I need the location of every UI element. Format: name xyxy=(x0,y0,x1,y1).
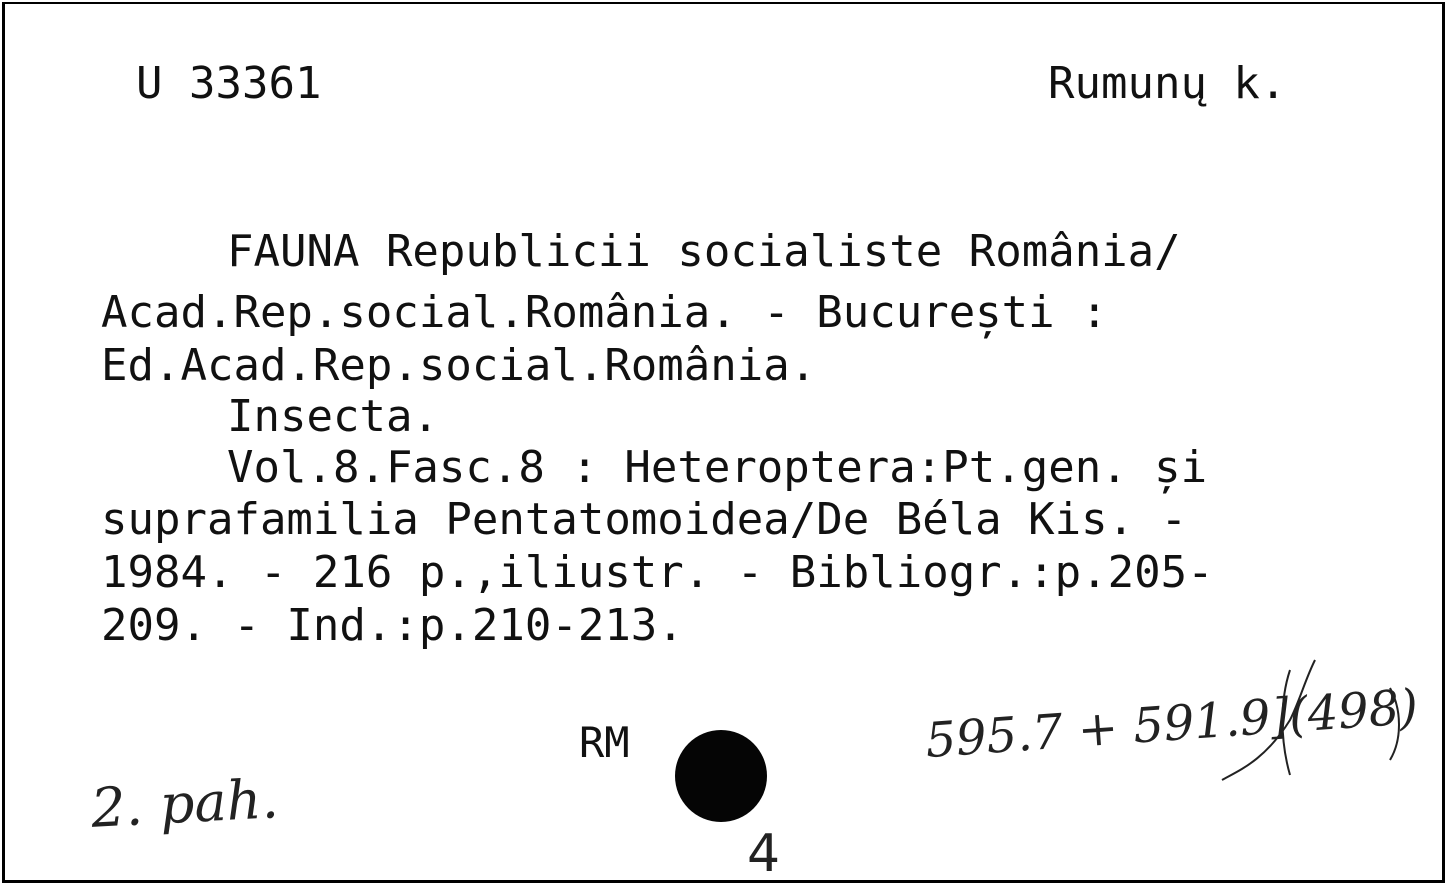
body-line-8: 209. - Ind.:p.210-213. xyxy=(101,600,684,651)
handwritten-note: 2. pah. xyxy=(89,767,280,840)
call-number: U 33361 xyxy=(136,58,322,109)
body-line-1: FAUNA Republicii socialiste România/ xyxy=(227,226,1181,277)
collection-label: Rumunų k. xyxy=(1048,58,1287,109)
body-line-5: Vol.8.Fasc.8 : Heteroptera:Pt.gen. și xyxy=(227,442,1208,493)
classification-note: 595.7 + 591.9](498) xyxy=(923,678,1420,770)
copies-count: 4 xyxy=(747,824,781,884)
body-line-6: suprafamilia Pentatomoidea/De Béla Kis. - xyxy=(101,494,1188,545)
body-line-4: Insecta. xyxy=(227,391,439,442)
body-line-2: Acad.Rep.social.România. - București : xyxy=(101,287,1108,338)
body-line-7: 1984. - 216 p.,iliustr. - Bibliogr.:p.205- xyxy=(101,547,1214,598)
body-line-3: Ed.Acad.Rep.social.România. xyxy=(101,340,817,391)
punch-hole xyxy=(675,730,767,822)
country-code: RM xyxy=(579,718,630,767)
